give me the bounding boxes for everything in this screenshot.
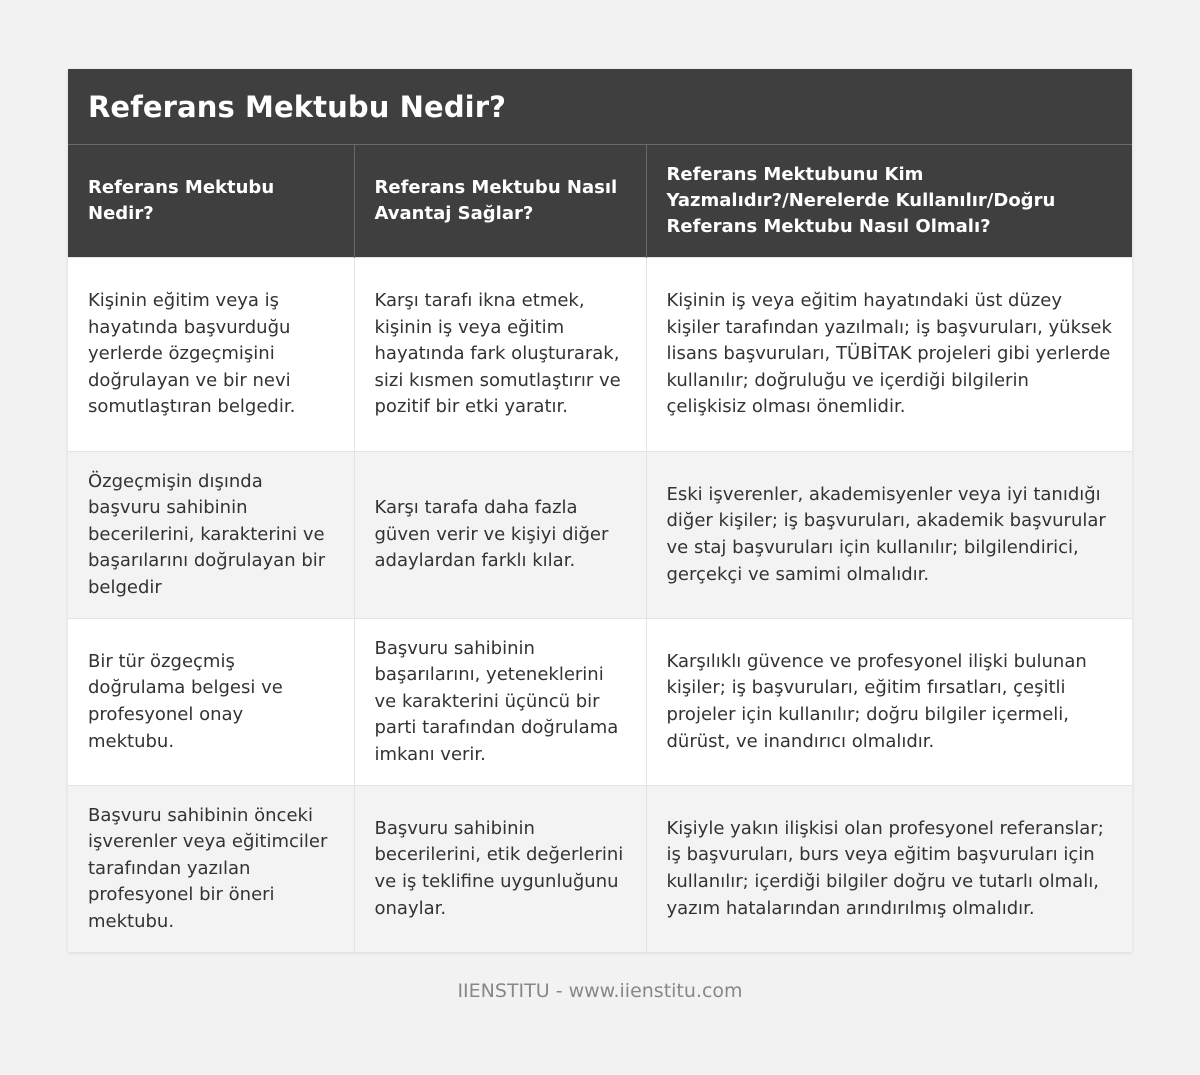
table-row bbox=[68, 258, 1132, 452]
column-header-what-is: Referans Mektubu Nedir? bbox=[68, 145, 354, 258]
column-header-who-where-how: Referans Mektubunu Kim Yazmalıdır?/Nerelerde Kullanılır/Doğru Referans Mektubu Nasıl Olmalı? bbox=[646, 145, 1132, 258]
table-cell: Karşılıklı güvence ve profesyonel ilişki bulunan kişiler; iş başvuruları, eğitim fırsatları, çeşitli projeler için kullanılır; doğru bilgiler içermeli, dürüst, ve inandırıcı olmalıdır. bbox=[646, 619, 1132, 786]
table-cell: Başvuru sahibinin becerilerini, etik değerlerini ve iş teklifine uygunluğunu onaylar. bbox=[354, 786, 646, 953]
table-cell: Özgeçmişin dışında başvuru sahibinin becerilerini, karakterini ve başarılarını doğrulayan bir belgedir bbox=[68, 452, 354, 619]
table-cell: Bir tür özgeçmiş doğrulama belgesi ve profesyonel onay mektubu. bbox=[68, 619, 354, 786]
table-cell: Başvuru sahibinin önceki işverenler veya eğitimciler tarafından yazılan profesyonel bir öneri mektubu. bbox=[68, 786, 354, 953]
table-row bbox=[68, 619, 1132, 786]
table-cell: Karşı tarafı ikna etmek, kişinin iş veya eğitim hayatında fark oluşturarak, sizi kısmen somutlaştırır ve pozitif bir etki yaratır. bbox=[354, 258, 646, 452]
table-body bbox=[68, 258, 1132, 953]
footer-credit: IIENSTITU - www.iienstitu.com bbox=[457, 980, 743, 1002]
table-cell: Karşı tarafa daha fazla güven verir ve kişiyi diğer adaylardan farklı kılar. bbox=[354, 452, 646, 619]
table-cell: Kişiyle yakın ilişkisi olan profesyonel referanslar; iş başvuruları, burs veya eğitim başvuruları için kullanılır; içerdiği bilgiler doğru ve tutarlı olmalı, yazım hatalarından arındırılmış olmalıdır. bbox=[646, 786, 1132, 953]
header-row bbox=[68, 145, 1132, 258]
table-cell: Eski işverenler, akademisyenler veya iyi tanıdığı diğer kişiler; iş başvuruları, akademik başvurular ve staj başvuruları için kullanılır; bilgilendirici, gerçekçi ve samimi olmalıdır. bbox=[646, 452, 1132, 619]
table-cell: Kişinin eğitim veya iş hayatında başvurduğu yerlerde özgeçmişini doğrulayan ve bir nevi somutlaştıran belgedir. bbox=[68, 258, 354, 452]
table-header bbox=[68, 145, 1132, 258]
reference-letter-card bbox=[68, 69, 1132, 952]
table-cell: Başvuru sahibinin başarılarını, yeteneklerini ve karakterini üçüncü bir parti tarafından doğrulama imkanı verir. bbox=[354, 619, 646, 786]
table-cell: Kişinin iş veya eğitim hayatındaki üst düzey kişiler tarafından yazılmalı; iş başvuruları, yüksek lisans başvuruları, TÜBİTAK projeleri gibi yerlerde kullanılır; doğruluğu ve içerdiği bilgilerin çelişkisiz olması önemlidir. bbox=[646, 258, 1132, 452]
table-row bbox=[68, 452, 1132, 619]
reference-letter-table bbox=[68, 144, 1132, 952]
column-header-advantage: Referans Mektubu Nasıl Avantaj Sağlar? bbox=[354, 145, 646, 258]
table-row bbox=[68, 786, 1132, 953]
table-title: Referans Mektubu Nedir? bbox=[68, 69, 1132, 144]
